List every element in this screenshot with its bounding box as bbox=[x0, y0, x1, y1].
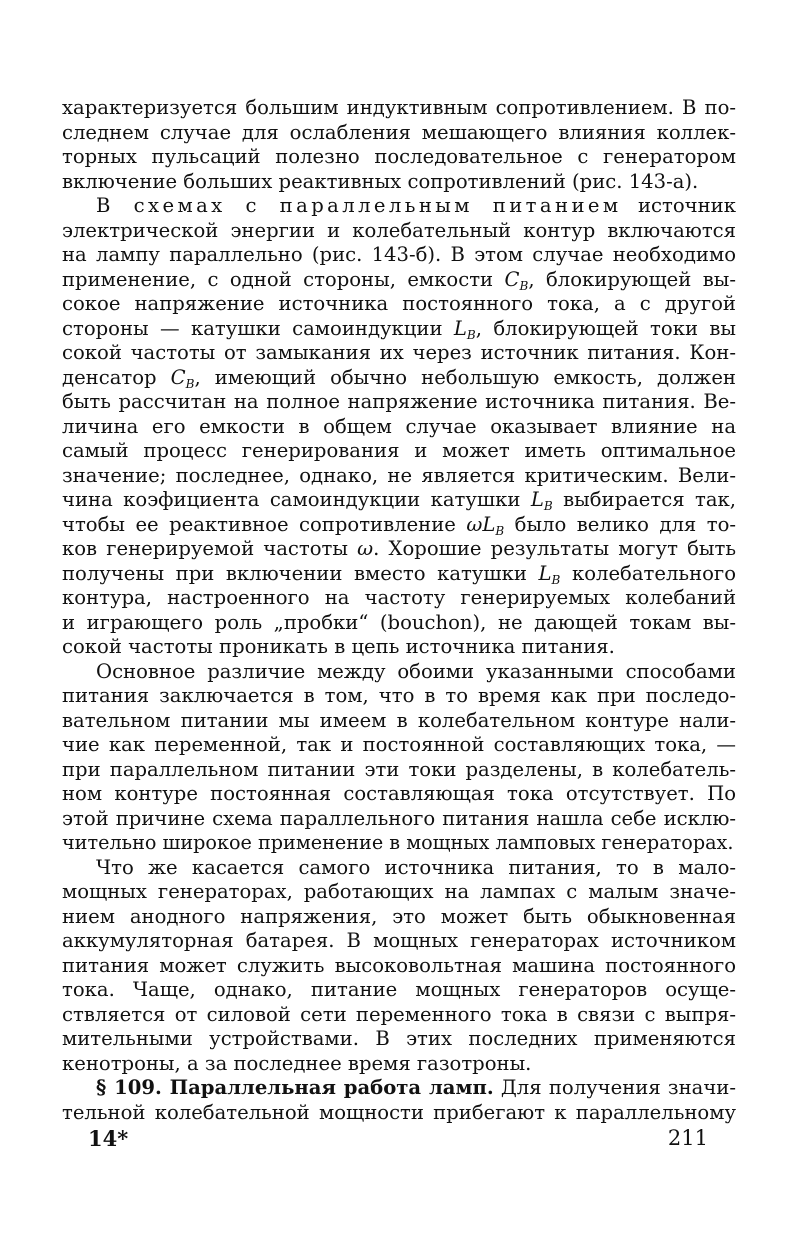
text-line: сокой частоты от замыкания их через источник питания. Кон- bbox=[62, 341, 736, 364]
text-line: включение больших реактивных сопротивлений (рис. 143-а). bbox=[62, 169, 699, 193]
subscript-b: B bbox=[551, 572, 561, 587]
text-line: чина коэфициента самоиндукции катушки $L_B$ выбирается так, bbox=[62, 488, 736, 513]
text-line: сокое напряжение источника постоянного тока, а с другой bbox=[62, 292, 736, 315]
text-line: ков генерируемой частоты ω. Хорошие результаты могут быть bbox=[62, 537, 736, 560]
text-line: характеризуется большим индуктивным сопротивлением. В по- bbox=[62, 96, 736, 119]
text-line: личина его емкости в общем случае оказывает влияние на bbox=[62, 414, 736, 438]
page-number: 211 bbox=[667, 1126, 708, 1150]
text-line: при параллельном питании эти токи разделены, в колебатель- bbox=[62, 757, 736, 781]
subscript-b: B bbox=[495, 523, 505, 538]
text-line: ном контуре постоянная составляющая тока отсутствует. По bbox=[62, 782, 736, 805]
text-line: Основное различие между обоими указанными способами bbox=[96, 659, 736, 683]
subscript-b: B bbox=[543, 499, 553, 513]
paragraph-1 bbox=[62, 96, 736, 194]
text-line: вательном питании мы имеем в колебательном контуре нали- bbox=[62, 708, 736, 732]
page-text bbox=[62, 96, 736, 1125]
symbol-l: L bbox=[453, 316, 467, 340]
text-line: мощных генераторах, работающих на лампах с малым значе- bbox=[62, 880, 736, 903]
text-line: тельной колебательной мощности прибегают к параллельному bbox=[62, 1100, 736, 1124]
text-line: значение; последнее, однако, не является критическим. Вели- bbox=[62, 463, 736, 487]
symbol-l: L bbox=[530, 488, 544, 511]
paragraph-2 bbox=[62, 194, 736, 660]
text-line: В схемах с параллельным питанием источник bbox=[96, 194, 736, 217]
text-line: питания может служить высоковольтная машина постоянного bbox=[62, 953, 736, 977]
text-line: тока. Чаще, однако, питание мощных генераторов осуще- bbox=[62, 978, 736, 1001]
symbol-c: C bbox=[504, 267, 520, 291]
text-line: § 109. Параллельная работа ламп. Для получения значи- bbox=[96, 1076, 736, 1099]
text-line: следнем случае для ослабления мешающего влияния коллек- bbox=[62, 120, 736, 144]
text-line: мительными устройствами. В этих последних применяются bbox=[62, 1027, 736, 1050]
symbol-omega: ω bbox=[357, 537, 374, 560]
text-line: стороны — катушки самоиндукции $L_B$, блокирующей токи вы bbox=[62, 316, 737, 342]
text-line: сокой частоты проникать в цепь источника питания. bbox=[62, 635, 615, 658]
section-heading: § 109. Параллельная работа ламп. bbox=[96, 1076, 494, 1099]
paragraph-3 bbox=[62, 660, 736, 856]
text-line: чие как переменной, так и постоянной составляющих тока, — bbox=[62, 733, 736, 756]
text-line: на лампу параллельно (рис. 143-б). В этом случае необходимо bbox=[62, 243, 736, 266]
text-line: ствляется от силовой сети переменного тока в связи с выпря- bbox=[62, 1002, 736, 1026]
text-line: быть рассчитан на полное напряжение источника питания. Ве- bbox=[62, 390, 736, 413]
text-line: применение, с одной стороны, емкости $C_B$, блокирующей вы- bbox=[62, 267, 736, 293]
text-line: денсатор $C_B$, имеющий обычно небольшую емкость, должен bbox=[62, 365, 736, 391]
subscript-b: B bbox=[519, 278, 529, 293]
text-line: контура, настроенного на частоту генерируемых колебаний bbox=[62, 586, 736, 609]
text-line: электрической энергии и колебательный контур включаются bbox=[62, 218, 736, 242]
text-line: этой причине схема параллельного питания нашла себе исклю- bbox=[62, 806, 736, 830]
text-line: аккумуляторная батарея. В мощных генераторах источником bbox=[62, 929, 736, 952]
subscript-b: B bbox=[466, 327, 476, 342]
text-line: питания заключается в том, что в то время как при последо- bbox=[62, 684, 736, 707]
paragraph-4 bbox=[62, 856, 736, 1077]
text-line: получены при включении вместо катушки $L_B$ колебательного bbox=[62, 561, 736, 587]
text-line: Что же касается самого источника питания, то в мало- bbox=[96, 855, 736, 879]
spaced-emphasis: В схемах с параллельным питанием bbox=[96, 194, 622, 217]
text-line: чтобы ее реактивное сопротивление $\omega L_B$ было велико для то- bbox=[62, 512, 737, 538]
text-line: нием анодного напряжения, это может быть обыкновенная bbox=[62, 904, 736, 928]
text-line: торных пульсаций полезно последовательное с генератором bbox=[62, 145, 736, 168]
text-line: и играющего роль „пробки“ (bouchon), не дающей токам вы- bbox=[62, 610, 736, 634]
text-line: чительно широкое применение в мощных ламповых генераторах. bbox=[62, 831, 734, 854]
symbol-l: L bbox=[538, 561, 552, 585]
text-line: самый процесс генерирования и может иметь оптимальное bbox=[62, 439, 736, 462]
text-line: кенотроны, а за последнее время газотроны. bbox=[62, 1051, 532, 1075]
paragraph-5 bbox=[62, 1076, 736, 1125]
symbol-omega-l: ωL bbox=[466, 512, 496, 536]
subscript-b: B bbox=[185, 376, 195, 391]
symbol-c: C bbox=[170, 365, 186, 389]
signature-mark: 14* bbox=[88, 1126, 129, 1151]
